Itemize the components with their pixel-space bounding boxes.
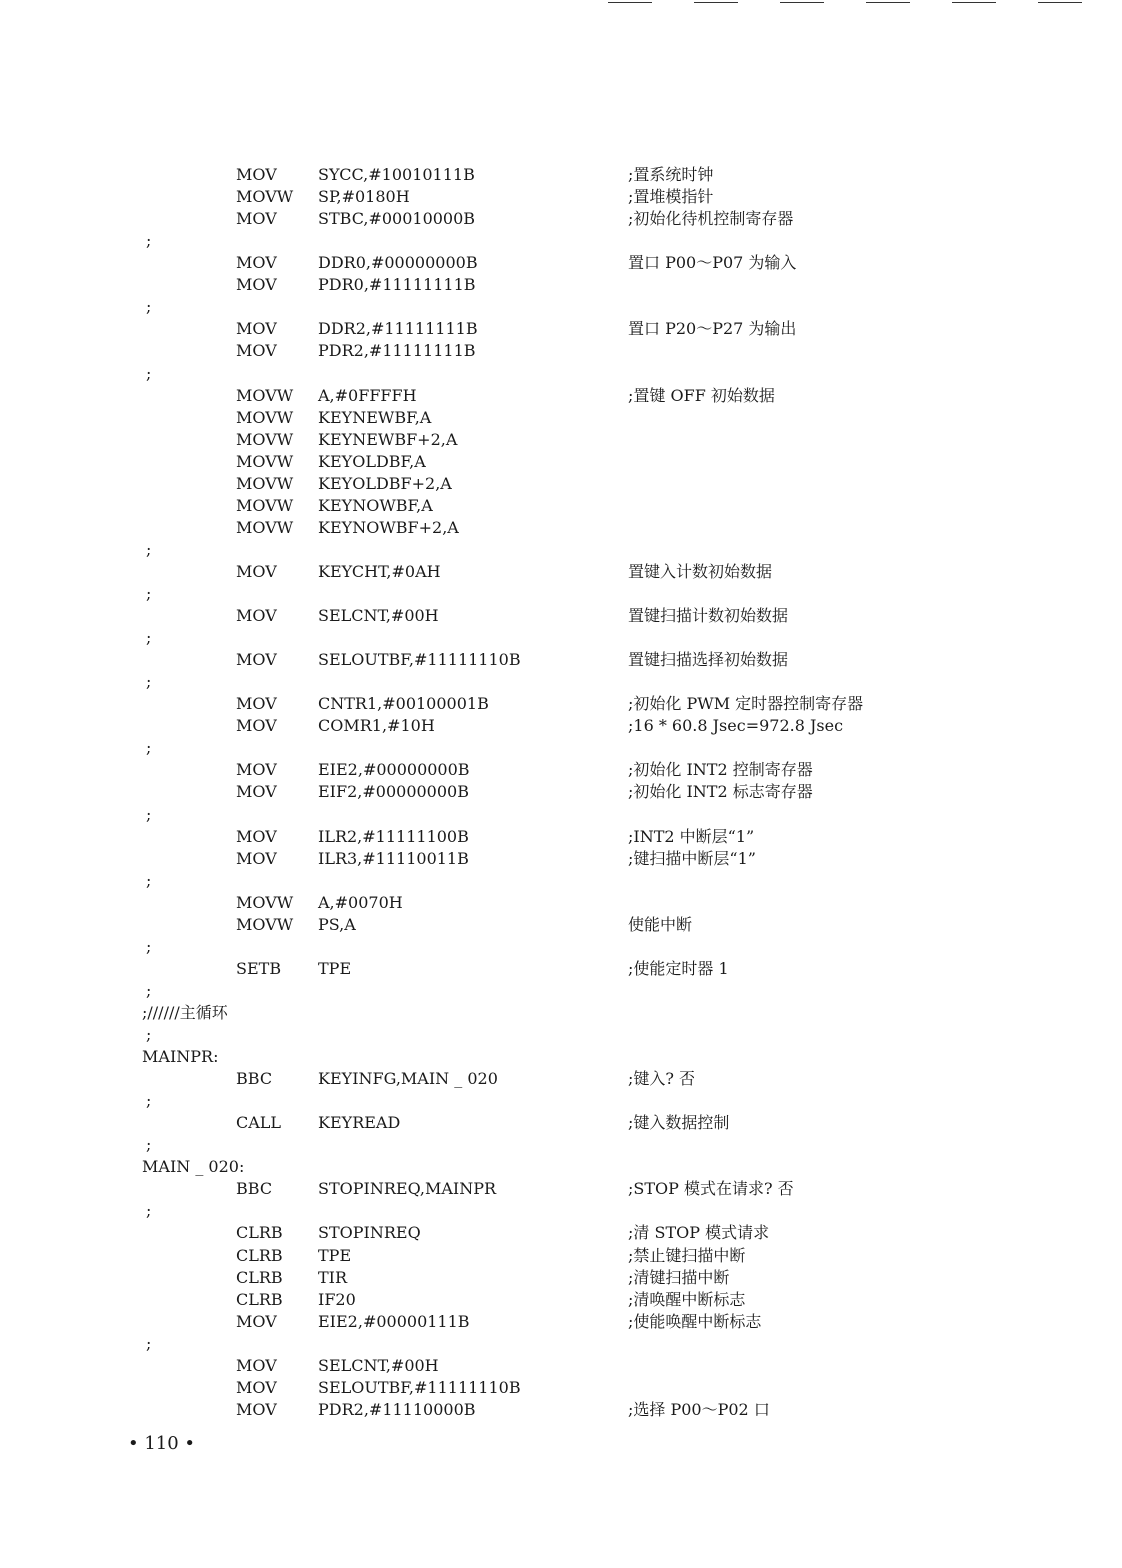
code-line	[0, 1068, 1122, 1090]
opcode: CALL	[236, 1113, 282, 1133]
separator-semicolon: ;	[146, 1135, 152, 1155]
separator-line	[0, 671, 1122, 693]
operand: STBC,#00010000B	[318, 209, 476, 229]
separator-line	[0, 804, 1122, 826]
separator-line	[0, 936, 1122, 958]
operand: SELOUTBF,#11111110B	[318, 1377, 521, 1397]
code-line	[0, 1222, 1122, 1244]
opcode: MOV	[236, 1377, 277, 1397]
code-line	[0, 693, 1122, 715]
operand: KEYNEWBF+2,A	[318, 429, 458, 449]
code-line	[0, 848, 1122, 870]
operand: A,#0070H	[318, 892, 403, 912]
operand: SYCC,#10010111B	[318, 165, 475, 184]
comment: ;使能定时器 1	[628, 958, 729, 978]
opcode: MOV	[236, 341, 277, 361]
operand: PS,A	[318, 914, 356, 934]
comment: ;清 STOP 模式请求	[628, 1223, 770, 1243]
opcode: MOV	[236, 826, 277, 846]
separator-semicolon: ;	[146, 672, 152, 692]
code-line	[0, 958, 1122, 980]
code-line	[0, 892, 1122, 914]
code-line	[0, 826, 1122, 848]
opcode: SETB	[236, 958, 282, 978]
opcode: MOVW	[236, 892, 294, 912]
code-line	[0, 781, 1122, 803]
opcode: MOV	[236, 253, 277, 273]
opcode: MOV	[236, 694, 277, 714]
code-line	[0, 407, 1122, 429]
code-line	[0, 561, 1122, 583]
operand: EIF2,#00000000B	[318, 782, 469, 802]
code-line	[0, 1178, 1122, 1200]
opcode: MOV	[236, 782, 277, 802]
operand: SELOUTBF,#11111110B	[318, 650, 521, 670]
comment: ;键入数据控制	[628, 1113, 730, 1133]
separator-semicolon: ;	[146, 870, 152, 890]
separator-line	[0, 1090, 1122, 1112]
operand: KEYOLDBF+2,A	[318, 473, 452, 493]
opcode: MOVW	[236, 429, 294, 449]
code-line	[0, 429, 1122, 451]
operand: A,#0FFFFH	[318, 385, 417, 405]
code-line	[0, 208, 1122, 230]
code-line	[0, 252, 1122, 274]
opcode: MOV	[236, 606, 277, 625]
code-line	[0, 1112, 1122, 1134]
operand: KEYOLDBF,A	[318, 451, 426, 471]
operand: IF20	[318, 1289, 356, 1309]
operand: EIE2,#00000000B	[318, 760, 470, 780]
comment: ;键扫描中断层“1”	[628, 848, 756, 868]
opcode: CLRB	[236, 1267, 283, 1287]
comment: ;选择 P00～P02 口	[628, 1399, 770, 1419]
opcode: MOV	[236, 1355, 277, 1375]
opcode: MOVW	[236, 407, 294, 427]
separator-line	[0, 1024, 1122, 1046]
code-line	[0, 495, 1122, 517]
opcode: CLRB	[236, 1245, 283, 1265]
comment: ;置键 OFF 初始数据	[628, 385, 775, 405]
operand: ILR3,#11110011B	[318, 848, 469, 868]
comment: ;键入? 否	[628, 1069, 696, 1089]
opcode: MOV	[236, 275, 277, 295]
opcode: MOV	[236, 848, 277, 868]
operand: KEYREAD	[318, 1113, 401, 1133]
comment: ;禁止键扫描中断	[628, 1245, 746, 1265]
comment: ;16 * 60.8 Jsec=972.8 Jsec	[628, 716, 844, 736]
opcode: MOV	[236, 716, 277, 736]
opcode: MOV	[236, 1399, 277, 1419]
separator-line	[0, 363, 1122, 385]
separator-line	[0, 1333, 1122, 1355]
code-line	[0, 1267, 1122, 1289]
opcode: CLRB	[236, 1289, 283, 1309]
separator-line	[0, 583, 1122, 605]
code-line	[0, 385, 1122, 407]
operand: KEYNEWBF,A	[318, 407, 432, 427]
code-line	[0, 1377, 1122, 1399]
separator-line	[0, 627, 1122, 649]
opcode: MOVW	[236, 451, 294, 471]
comment: ;初始化 INT2 控制寄存器	[628, 760, 813, 780]
code-line	[0, 914, 1122, 936]
comment: ;使能唤醒中断标志	[628, 1311, 762, 1331]
operand: PDR2,#11111111B	[318, 341, 476, 361]
separator-semicolon: ;	[146, 936, 152, 956]
opcode: MOV	[236, 650, 277, 670]
separator-semicolon: ;	[146, 804, 152, 824]
code-line	[0, 605, 1122, 627]
separator-line	[0, 230, 1122, 252]
comment: ;置系统时钟	[628, 165, 714, 184]
comment: 使能中断	[628, 914, 693, 934]
code-line	[0, 451, 1122, 473]
opcode: MOVW	[236, 517, 294, 537]
operand: EIE2,#00000111B	[318, 1311, 470, 1331]
operand: TPE	[318, 1245, 352, 1265]
operand: PDR2,#11110000B	[318, 1399, 476, 1419]
operand: COMR1,#10H	[318, 716, 435, 736]
opcode: MOV	[236, 165, 277, 184]
operand: KEYNOWBF+2,A	[318, 517, 459, 537]
operand: SELCNT,#00H	[318, 606, 439, 625]
operand: KEYINFG,MAIN _ 020	[318, 1069, 498, 1089]
separator-semicolon: ;	[146, 297, 152, 317]
code-line	[0, 715, 1122, 737]
operand: CNTR1,#00100001B	[318, 694, 489, 714]
code-line	[0, 340, 1122, 362]
separator-semicolon: ;	[146, 738, 152, 758]
separator-line	[0, 1200, 1122, 1222]
opcode: MOV	[236, 319, 277, 339]
operand: SP,#0180H	[318, 187, 410, 207]
opcode: MOV	[236, 209, 277, 229]
opcode: MOVW	[236, 385, 294, 405]
comment: ;初始化 INT2 标志寄存器	[628, 782, 813, 802]
separator-semicolon: ;	[146, 363, 152, 383]
operand: DDR2,#11111111B	[318, 319, 478, 339]
operand: STOPINREQ	[318, 1223, 421, 1243]
opcode: CLRB	[236, 1223, 283, 1243]
code-line	[0, 186, 1122, 208]
label: MAIN _ 020:	[142, 1157, 245, 1177]
operand: STOPINREQ,MAINPR	[318, 1179, 497, 1199]
code-line	[0, 473, 1122, 495]
code-line	[0, 1311, 1122, 1333]
code-line	[0, 274, 1122, 296]
comment: 置键扫描选择初始数据	[628, 650, 789, 670]
comment: ;初始化 PWM 定时器控制寄存器	[628, 694, 864, 714]
operand: TIR	[318, 1267, 348, 1287]
separator-semicolon: ;	[146, 628, 152, 647]
operand: KEYCHT,#0AH	[318, 561, 441, 581]
label: ;//////主循环	[142, 1002, 228, 1022]
separator-semicolon: ;	[146, 1091, 152, 1111]
page-number: • 110 •	[128, 1433, 196, 1454]
comment: ;INT2 中断层“1”	[628, 826, 755, 846]
separator-semicolon: ;	[146, 1201, 152, 1221]
operand: ILR2,#11111100B	[318, 826, 469, 846]
label-line	[0, 1002, 1122, 1024]
separator-line	[0, 539, 1122, 561]
comment: ;清键扫描中断	[628, 1267, 730, 1287]
opcode: BBC	[236, 1179, 273, 1199]
separator-line	[0, 1134, 1122, 1156]
separator-line	[0, 980, 1122, 1002]
separator-semicolon: ;	[146, 1333, 152, 1353]
opcode: MOVW	[236, 187, 294, 207]
separator-semicolon: ;	[146, 539, 152, 559]
comment: 置键扫描计数初始数据	[628, 606, 789, 625]
opcode: MOV	[236, 561, 277, 581]
operand: TPE	[318, 958, 352, 978]
comment: ;初始化待机控制寄存器	[628, 209, 794, 229]
comment: ;STOP 模式在请求? 否	[628, 1179, 794, 1199]
code-line	[0, 1289, 1122, 1311]
separator-line	[0, 296, 1122, 318]
opcode: MOV	[236, 760, 277, 780]
code-line	[0, 649, 1122, 671]
code-line	[0, 1355, 1122, 1377]
operand: PDR0,#11111111B	[318, 275, 476, 295]
code-line	[0, 1245, 1122, 1267]
label-line	[0, 1046, 1122, 1068]
opcode: MOVW	[236, 495, 294, 515]
label: MAINPR:	[142, 1047, 219, 1066]
separator-line	[0, 737, 1122, 759]
code-line	[0, 759, 1122, 781]
separator-line	[0, 870, 1122, 892]
operand: DDR0,#00000000B	[318, 253, 478, 273]
operand: SELCNT,#00H	[318, 1355, 439, 1375]
code-line	[0, 1399, 1122, 1421]
code-line	[0, 318, 1122, 340]
label-line	[0, 1156, 1122, 1178]
comment: 置键入计数初始数据	[628, 561, 773, 581]
opcode: MOV	[236, 1311, 277, 1331]
comment: ;置堆模指针	[628, 187, 714, 207]
operand: KEYNOWBF,A	[318, 495, 433, 515]
opcode: BBC	[236, 1069, 273, 1089]
separator-semicolon: ;	[146, 1025, 152, 1044]
code-line	[0, 517, 1122, 539]
opcode: MOVW	[236, 914, 294, 934]
opcode: MOVW	[236, 473, 294, 493]
comment: 置口 P20～P27 为输出	[628, 319, 797, 339]
comment: 置口 P00～P07 为输入	[628, 253, 797, 273]
separator-semicolon: ;	[146, 231, 152, 251]
separator-semicolon: ;	[146, 584, 152, 603]
comment: ;清唤醒中断标志	[628, 1289, 746, 1309]
code-line	[0, 164, 1122, 186]
separator-semicolon: ;	[146, 980, 152, 1000]
